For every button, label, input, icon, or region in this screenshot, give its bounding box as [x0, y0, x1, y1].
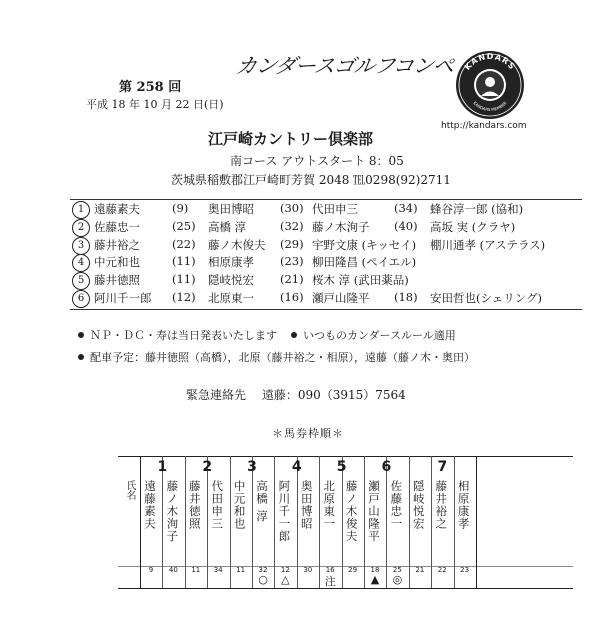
- horse-name: 隠岐悦宏: [411, 480, 426, 530]
- player-handicap: (11): [172, 254, 196, 269]
- player-handicap: (12): [172, 289, 196, 304]
- group-number: 6: [72, 290, 90, 308]
- groups-top-divider: [70, 199, 582, 200]
- bet-column-divider: [476, 456, 477, 588]
- group-number: 5: [72, 272, 90, 290]
- frame-number: 2: [202, 459, 213, 475]
- player-name: 藤井裕之: [94, 237, 140, 252]
- kandars-logo: [454, 49, 526, 121]
- group-number: 4: [72, 254, 90, 272]
- groups-list: [72, 201, 592, 308]
- horse-name: 藤ノ木洵子: [165, 480, 180, 543]
- website-url[interactable]: http://kandars.com: [441, 121, 527, 131]
- group-number: 3: [72, 237, 90, 255]
- player-name: 桜木 淳 (武田薬品): [312, 273, 409, 288]
- event-title: カンダースゴルフコンペ: [234, 54, 455, 78]
- horse-name: 奥田博昭: [299, 480, 314, 530]
- player-name: 宇野文康 (キッセイ): [312, 237, 417, 252]
- player-handicap: (11): [172, 272, 196, 287]
- horse-count: 29: [348, 566, 358, 574]
- bullet-icon: [291, 332, 297, 338]
- logo-text-bottom: KANDARS MEMBER: [472, 100, 508, 113]
- player-name: 藤井徳照: [94, 273, 140, 288]
- horse-count: 18: [370, 566, 380, 574]
- horse-name: 瀬戸山隆平: [367, 480, 381, 543]
- player-name: 高坂 実 (クラヤ): [430, 219, 516, 234]
- horse-name: 代田申三: [210, 480, 225, 530]
- player-handicap: (25): [172, 218, 196, 233]
- bet-title: ＊馬券枠順＊: [272, 427, 344, 440]
- prediction-mark: △: [281, 573, 290, 586]
- player-name: 安田哲也(シェリング): [430, 290, 543, 305]
- player-name: 隠岐悦宏: [208, 273, 254, 288]
- group-number: 2: [72, 219, 90, 237]
- group-row: [72, 237, 592, 255]
- horse-count: 16: [325, 566, 335, 574]
- player-name: 蜂谷淳一郎 (協和): [430, 202, 524, 216]
- horse-count: 11: [236, 566, 246, 574]
- frame-number: 5: [336, 459, 347, 475]
- player-handicap: (22): [172, 236, 196, 251]
- player-handicap: (40): [394, 218, 418, 233]
- name-label: 氏名: [124, 480, 135, 500]
- horse-name: 高橋 淳: [255, 480, 269, 523]
- player-name: 佐藤忠一: [94, 219, 140, 234]
- horse-count: 12: [280, 566, 290, 574]
- horse-name: 中元和也: [232, 480, 247, 530]
- player-handicap: (16): [280, 289, 304, 304]
- horse-count: 34: [213, 566, 223, 574]
- player-handicap: (30): [280, 201, 304, 215]
- horse-count: 23: [460, 566, 470, 574]
- group-row: [72, 290, 592, 308]
- player-name: 柳田隆昌 (ペイエル): [312, 255, 417, 270]
- frame-number: 3: [247, 459, 257, 475]
- horse-name: 相原康孝: [456, 480, 471, 530]
- horse-name: 北原東一: [322, 480, 337, 530]
- horse-name: 阿川千一郎: [277, 480, 292, 543]
- horse-name: 藤井徳照: [187, 480, 202, 530]
- group-row: [72, 272, 592, 290]
- horse-count: 25: [392, 566, 402, 574]
- horse-name: 藤井裕之: [434, 480, 449, 530]
- group-row: [72, 219, 592, 237]
- edition-number: 第 258 回: [119, 80, 182, 95]
- frame-number: 7: [437, 459, 448, 475]
- player-name: 瀬戸山隆平: [312, 290, 370, 305]
- frame-number: 6: [381, 459, 392, 475]
- bet-table-top-border: [118, 456, 573, 457]
- bet-table-bottom-border: [118, 588, 573, 589]
- note-text: ＮＰ・ＤＣ・寿は当日発表いたします: [90, 329, 277, 342]
- horse-count: 21: [415, 566, 425, 574]
- player-name: 藤ノ木俊夫: [208, 237, 266, 252]
- player-name: 遠藤素夫: [94, 202, 140, 216]
- group-row: [72, 254, 592, 272]
- player-name: 高橋 淳: [208, 219, 247, 234]
- horse-count: 22: [437, 566, 447, 574]
- frame-number: 1: [157, 459, 168, 475]
- bullet-icon: [78, 332, 84, 338]
- horse-count: 11: [191, 566, 201, 574]
- player-name: 代田申三: [312, 202, 358, 216]
- prediction-mark: ◎: [392, 573, 403, 586]
- player-name: 北原東一: [208, 290, 254, 305]
- player-handicap: (29): [280, 236, 304, 251]
- player-name: 奥田博昭: [208, 202, 254, 216]
- emergency-contact: 緊急連絡先 遠藤：090（3915）7564: [186, 388, 406, 402]
- horse-name: 藤ノ木俊夫: [344, 480, 359, 543]
- venue-address: 茨城県稲敷郡江戸崎町芳賀 2048 ℡0298(92)2711: [171, 173, 451, 187]
- bullet-icon: [78, 354, 84, 360]
- event-date: 平成 18 年 10 月 22 日(日): [86, 98, 224, 111]
- player-handicap: (18): [394, 289, 418, 304]
- player-handicap: (32): [280, 218, 304, 233]
- prediction-mark: ▲: [370, 573, 380, 586]
- player-handicap: (34): [394, 201, 418, 215]
- groups-bottom-divider: [70, 309, 582, 310]
- player-name: 中元和也: [94, 255, 140, 270]
- horse-name: 佐藤忠一: [389, 480, 404, 530]
- player-name: 藤ノ木洵子: [312, 219, 370, 234]
- player-handicap: (23): [280, 254, 304, 269]
- horse-count: 30: [303, 566, 313, 574]
- note-text: いつものカンダースルール適用: [303, 329, 456, 342]
- prediction-mark: 注: [324, 575, 336, 588]
- frame-number: 4: [291, 459, 302, 475]
- group-row: [72, 201, 592, 219]
- player-name: 棚川通孝 (アステラス): [430, 237, 546, 252]
- player-name: 阿川千一郎: [94, 290, 152, 305]
- logo-text-top: KANDARS: [462, 51, 518, 72]
- prediction-mark: ○: [258, 573, 268, 586]
- group-number: 1: [72, 201, 90, 219]
- venue-name: 江戸崎カントリー倶楽部: [208, 130, 374, 148]
- notes-list: [78, 324, 475, 368]
- player-name: 相原康孝: [208, 255, 254, 270]
- horse-name: 遠藤素夫: [143, 480, 157, 530]
- horse-count: 9: [148, 566, 154, 574]
- player-handicap: (21): [280, 272, 304, 287]
- player-handicap: (9): [172, 201, 189, 215]
- horse-count: 40: [168, 566, 178, 574]
- course-start: 南コース アウトスタート 8：05: [230, 154, 404, 168]
- note-text: 配車予定：藤井徳照（高橋），北原（藤井裕之・相原），遠藤（藤ノ木・奥田）: [90, 351, 475, 364]
- horse-count: 32: [258, 566, 268, 574]
